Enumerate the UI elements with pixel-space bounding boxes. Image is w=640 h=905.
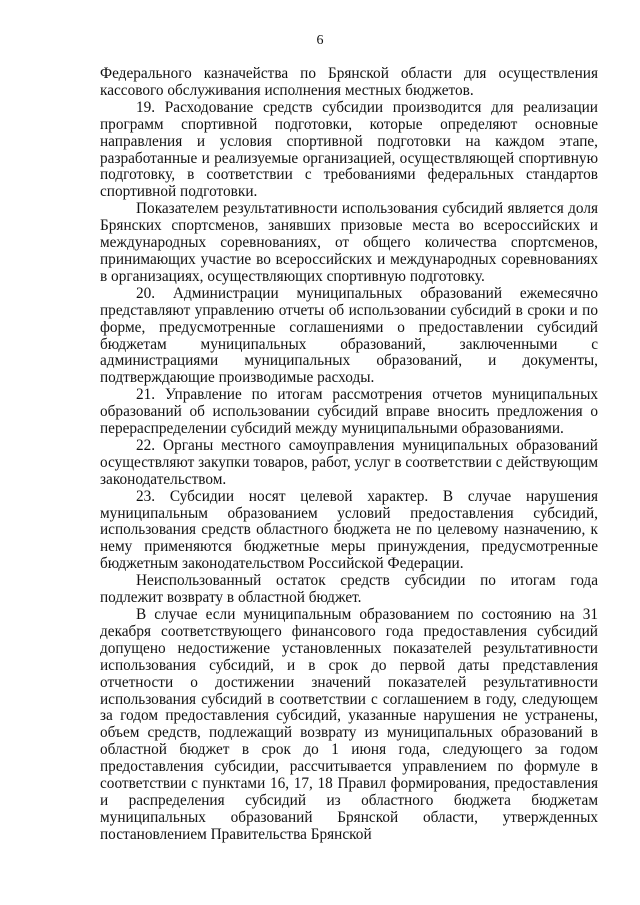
paragraph-unused-balance: Неиспользованный остаток средств субсидии по итогам года подлежит возврату в областной бюджет. bbox=[100, 572, 598, 607]
paragraph-performance-indicator: Показателем результативности использования субсидий является доля Брянских спортсменов, занявших призовые места во всероссийских и международных соревнованиях, от общего количества спортсменов, принимающих участие во всероссийских и международных соревнованиях в организациях, осуществляющих спортивную подготовку. bbox=[100, 200, 598, 285]
paragraph-22: 22. Органы местного самоуправления муниципальных образований осуществляют закупки товаров, работ, услуг в соответствии с действующим законодательством. bbox=[100, 436, 598, 488]
page-number: 6 bbox=[316, 33, 324, 48]
paragraph-continuation: Федерального казначейства по Брянской области для осуществления кассового обслуживания исполнения местных бюджетов. bbox=[100, 65, 598, 99]
paragraph-23: 23. Субсидии носят целевой характер. В случае нарушения муниципальным образованием условий предоставления субсидий, использования средств областного бюджета не по целевому назначению, к нему применяются бюджетные меры принуждения, предусмотренные бюджетным законодательством Российской Федерации. bbox=[100, 487, 598, 573]
document-body bbox=[100, 66, 598, 844]
paragraph-21: 21. Управление по итогам рассмотрения отчетов муниципальных образований об использовании субсидий вправе вносить предложения о перераспределении субсидий между муниципальными образованиями. bbox=[100, 386, 598, 438]
paragraph-19: 19. Расходование средств субсидии производится для реализации программ спортивной подготовки, которые определяют основные направления и условия спортивной подготовки на каждом этапе, разработанные и реализуемые организацией, осуществляющей спортивную подготовку, в соответствии с требованиями федеральных стандартов спортивной подготовки. bbox=[100, 98, 598, 201]
paragraph-return-conditions: В случае если муниципальным образованием по состоянию на 31 декабря соответствующего финансового года предоставления субсидий допущено недостижение установленных показателей результативности использования субсидий, и в срок до первой даты представления отчетности о достижении значений показателей результативности использования субсидий в соответствии с соглашением в году, следующем за годом предоставления субсидий, указанные нарушения не устранены, объем средств, подлежащий возврату из муниципальных образований в областной бюджет в срок до 1 июня года, следующего за годом предоставления субсидии, рассчитывается управлением по формуле в соответствии с пунктами 16, 17, 18 Правил формирования, предоставления и распределения субсидий из областного бюджета бюджетам муниципальных образований Брянской области, утвержденных постановлением Правительства Брянской bbox=[100, 606, 598, 843]
paragraph-20: 20. Администрации муниципальных образований ежемесячно представляют управлению отчеты об использовании субсидий в сроки и по форме, предусмотренные соглашениями о предоставлении субсидий бюджетам муниципальных образований, заключенными с администрациями муниципальных образований, и документы, подтверждающие производимые расходы. bbox=[100, 284, 598, 387]
